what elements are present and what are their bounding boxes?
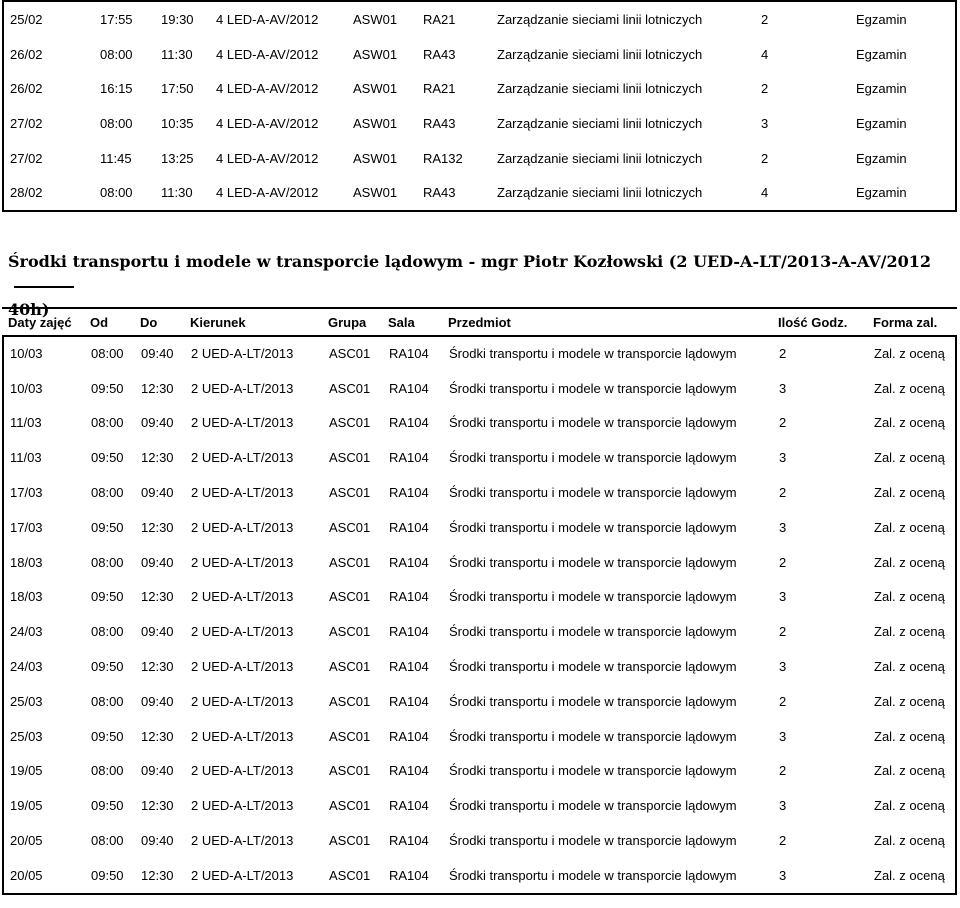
cell-course: 2 UED-A-LT/2013 <box>191 345 294 361</box>
cell-group: ASC01 <box>329 519 371 535</box>
cell-course: 2 UED-A-LT/2013 <box>191 589 294 605</box>
table-row <box>3 649 956 684</box>
cell-room: RA21 <box>423 81 456 97</box>
cell-to: 12:30 <box>141 659 174 675</box>
cell-hours: 3 <box>779 519 787 535</box>
cell-form: Egzamin <box>856 185 907 201</box>
cell-course: 2 UED-A-LT/2013 <box>191 763 294 779</box>
cell-to: 09:40 <box>141 345 174 361</box>
cell-course: 2 UED-A-LT/2013 <box>191 624 294 640</box>
table-row <box>3 545 956 580</box>
section-title-continuation: 40h) <box>8 300 50 319</box>
cell-date: 10/03 <box>10 345 43 361</box>
cell-form: Egzamin <box>856 115 907 131</box>
cell-to: 09:40 <box>141 554 174 570</box>
cell-hours: 4 <box>761 185 769 201</box>
cell-from: 09:50 <box>91 798 124 814</box>
cell-form: Zal. z oceną <box>874 450 945 466</box>
cell-hours: 2 <box>779 833 787 849</box>
cell-hours: 2 <box>761 81 769 97</box>
cell-form: Zal. z oceną <box>874 728 945 744</box>
cell-course: 2 UED-A-LT/2013 <box>191 380 294 396</box>
class-schedule-header <box>2 307 957 337</box>
cell-room: RA104 <box>389 554 429 570</box>
cell-from: 08:00 <box>100 185 133 201</box>
cell-room: RA132 <box>423 150 463 166</box>
cell-form: Zal. z oceną <box>874 659 945 675</box>
cell-subject: Środki transportu i modele w transporcie lądowym <box>449 485 737 501</box>
cell-subject: Zarządzanie sieciami linii lotniczych <box>497 81 703 97</box>
cell-room: RA43 <box>423 46 456 62</box>
cell-date: 26/02 <box>10 46 43 62</box>
cell-group: ASC01 <box>329 763 371 779</box>
cell-hours: 2 <box>779 693 787 709</box>
cell-hours: 2 <box>779 345 787 361</box>
cell-course: 2 UED-A-LT/2013 <box>191 867 294 883</box>
cell-group: ASC01 <box>329 554 371 570</box>
cell-from: 11:45 <box>100 150 132 166</box>
cell-from: 08:00 <box>91 554 124 570</box>
cell-from: 08:00 <box>91 763 124 779</box>
cell-room: RA104 <box>389 624 429 640</box>
cell-group: ASC01 <box>329 798 371 814</box>
cell-subject: Środki transportu i modele w transporcie lądowym <box>449 415 737 431</box>
cell-subject: Środki transportu i modele w transporcie lądowym <box>449 380 737 396</box>
cell-form: Zal. z oceną <box>874 380 945 396</box>
table-row <box>3 71 956 106</box>
cell-room: RA104 <box>389 415 429 431</box>
cell-from: 09:50 <box>91 519 124 535</box>
cell-hours: 2 <box>761 11 769 27</box>
cell-to: 11:30 <box>161 185 193 201</box>
header-date: Daty zajęć <box>8 314 72 330</box>
cell-date: 20/05 <box>10 867 43 883</box>
table-row <box>3 440 956 475</box>
table-row <box>3 684 956 719</box>
cell-group: ASW01 <box>353 115 398 131</box>
cell-form: Zal. z oceną <box>874 624 945 640</box>
cell-date: 26/02 <box>10 81 43 97</box>
cell-form: Egzamin <box>856 46 907 62</box>
header-room: Sala <box>388 314 415 330</box>
cell-group: ASC01 <box>329 345 371 361</box>
cell-course: 2 UED-A-LT/2013 <box>191 693 294 709</box>
cell-course: 2 UED-A-LT/2013 <box>191 554 294 570</box>
cell-from: 17:55 <box>100 11 133 27</box>
cell-group: ASC01 <box>329 450 371 466</box>
table-row <box>3 858 956 894</box>
cell-group: ASW01 <box>353 150 398 166</box>
cell-to: 12:30 <box>141 380 174 396</box>
header-hours: Ilość Godz. <box>778 314 848 330</box>
cell-date: 25/03 <box>10 728 43 744</box>
cell-subject: Środki transportu i modele w transporcie lądowym <box>449 763 737 779</box>
cell-room: RA104 <box>389 659 429 675</box>
cell-date: 19/05 <box>10 763 43 779</box>
cell-subject: Środki transportu i modele w transporcie lądowym <box>449 589 737 605</box>
cell-to: 12:30 <box>141 450 174 466</box>
cell-from: 08:00 <box>91 833 124 849</box>
cell-course: 4 LED-A-AV/2012 <box>216 46 319 62</box>
cell-hours: 2 <box>779 415 787 431</box>
cell-room: RA43 <box>423 115 456 131</box>
cell-from: 08:00 <box>100 46 133 62</box>
cell-subject: Środki transportu i modele w transporcie lądowym <box>449 867 737 883</box>
cell-date: 17/03 <box>10 485 43 501</box>
cell-form: Egzamin <box>856 11 907 27</box>
cell-date: 24/03 <box>10 659 43 675</box>
cell-hours: 3 <box>779 380 787 396</box>
cell-hours: 2 <box>779 554 787 570</box>
table-row <box>3 614 956 649</box>
cell-form: Zal. z oceną <box>874 415 945 431</box>
cell-course: 4 LED-A-AV/2012 <box>216 185 319 201</box>
table-row <box>3 37 956 72</box>
cell-hours: 2 <box>779 624 787 640</box>
cell-to: 13:25 <box>161 150 194 166</box>
cell-date: 18/03 <box>10 554 43 570</box>
cell-date: 19/05 <box>10 798 43 814</box>
cell-room: RA104 <box>389 867 429 883</box>
cell-hours: 3 <box>761 115 769 131</box>
cell-from: 09:50 <box>91 728 124 744</box>
cell-subject: Środki transportu i modele w transporcie lądowym <box>449 728 737 744</box>
cell-form: Zal. z oceną <box>874 693 945 709</box>
cell-group: ASC01 <box>329 833 371 849</box>
cell-date: 24/03 <box>10 624 43 640</box>
cell-subject: Środki transportu i modele w transporcie lądowym <box>449 624 737 640</box>
table-row <box>3 788 956 823</box>
cell-from: 09:50 <box>91 659 124 675</box>
cell-subject: Środki transportu i modele w transporcie lądowym <box>449 833 737 849</box>
cell-to: 09:40 <box>141 763 174 779</box>
cell-from: 09:50 <box>91 867 124 883</box>
cell-group: ASW01 <box>353 46 398 62</box>
cell-group: ASC01 <box>329 728 371 744</box>
cell-room: RA104 <box>389 519 429 535</box>
cell-date: 11/03 <box>10 450 42 466</box>
cell-course: 2 UED-A-LT/2013 <box>191 798 294 814</box>
cell-course: 2 UED-A-LT/2013 <box>191 659 294 675</box>
cell-course: 2 UED-A-LT/2013 <box>191 833 294 849</box>
cell-room: RA104 <box>389 345 429 361</box>
cell-hours: 3 <box>779 659 787 675</box>
cell-subject: Środki transportu i modele w transporcie lądowym <box>449 519 737 535</box>
cell-subject: Środki transportu i modele w transporcie lądowym <box>449 450 737 466</box>
cell-subject: Zarządzanie sieciami linii lotniczych <box>497 46 703 62</box>
cell-subject: Zarządzanie sieciami linii lotniczych <box>497 185 703 201</box>
cell-course: 4 LED-A-AV/2012 <box>216 150 319 166</box>
cell-subject: Zarządzanie sieciami linii lotniczych <box>497 115 703 131</box>
table-row <box>3 580 956 615</box>
cell-to: 09:40 <box>141 624 174 640</box>
cell-group: ASW01 <box>353 11 398 27</box>
cell-course: 4 LED-A-AV/2012 <box>216 81 319 97</box>
cell-room: RA104 <box>389 380 429 396</box>
cell-room: RA104 <box>389 693 429 709</box>
header-to: Do <box>140 314 158 330</box>
cell-subject: Środki transportu i modele w transporcie lądowym <box>449 659 737 675</box>
cell-course: 2 UED-A-LT/2013 <box>191 415 294 431</box>
cell-date: 27/02 <box>10 115 43 131</box>
cell-group: ASC01 <box>329 380 371 396</box>
cell-date: 25/02 <box>10 11 43 27</box>
cell-course: 2 UED-A-LT/2013 <box>191 485 294 501</box>
table-row <box>3 823 956 858</box>
cell-hours: 2 <box>779 763 787 779</box>
cell-from: 09:50 <box>91 450 124 466</box>
table-row <box>3 406 956 441</box>
cell-from: 09:50 <box>91 380 124 396</box>
cell-date: 28/02 <box>10 185 43 201</box>
cell-subject: Środki transportu i modele w transporcie lądowym <box>449 693 737 709</box>
cell-group: ASC01 <box>329 485 371 501</box>
cell-hours: 3 <box>779 450 787 466</box>
cell-form: Zal. z oceną <box>874 589 945 605</box>
cell-date: 11/03 <box>10 415 42 431</box>
cell-from: 09:50 <box>91 589 124 605</box>
cell-form: Zal. z oceną <box>874 867 945 883</box>
cell-from: 08:00 <box>91 693 124 709</box>
header-course: Kierunek <box>190 314 246 330</box>
table-row <box>3 141 956 176</box>
cell-to: 12:30 <box>141 589 174 605</box>
cell-to: 19:30 <box>161 11 194 27</box>
cell-date: 10/03 <box>10 380 43 396</box>
header-form: Forma zal. <box>873 314 938 330</box>
cell-from: 08:00 <box>91 485 124 501</box>
cell-hours: 3 <box>779 798 787 814</box>
title-dash <box>14 286 74 288</box>
cell-form: Zal. z oceną <box>874 519 945 535</box>
table-row <box>3 719 956 754</box>
cell-course: 2 UED-A-LT/2013 <box>191 728 294 744</box>
cell-form: Zal. z oceną <box>874 485 945 501</box>
header-subject: Przedmiot <box>448 314 511 330</box>
cell-room: RA21 <box>423 11 456 27</box>
cell-subject: Środki transportu i modele w transporcie lądowym <box>449 554 737 570</box>
cell-date: 20/05 <box>10 833 43 849</box>
cell-date: 27/02 <box>10 150 43 166</box>
cell-date: 17/03 <box>10 519 43 535</box>
header-group: Grupa <box>328 314 367 330</box>
cell-form: Zal. z oceną <box>874 833 945 849</box>
cell-room: RA104 <box>389 833 429 849</box>
exam-schedule-table <box>2 0 957 212</box>
cell-group: ASC01 <box>329 415 371 431</box>
cell-group: ASW01 <box>353 81 398 97</box>
cell-from: 08:00 <box>100 115 133 131</box>
cell-to: 11:30 <box>161 46 193 62</box>
table-row <box>3 754 956 789</box>
table-row <box>3 475 956 510</box>
cell-hours: 3 <box>779 589 787 605</box>
cell-hours: 3 <box>779 867 787 883</box>
cell-to: 12:30 <box>141 867 174 883</box>
cell-room: RA104 <box>389 589 429 605</box>
header-from: Od <box>90 314 109 330</box>
cell-date: 18/03 <box>10 589 43 605</box>
table-row <box>3 106 956 141</box>
table-row <box>3 1 956 37</box>
cell-group: ASC01 <box>329 659 371 675</box>
cell-to: 10:35 <box>161 115 194 131</box>
cell-form: Zal. z oceną <box>874 345 945 361</box>
cell-to: 09:40 <box>141 415 174 431</box>
class-schedule-table <box>2 336 957 895</box>
cell-from: 08:00 <box>91 415 124 431</box>
cell-form: Zal. z oceną <box>874 763 945 779</box>
cell-subject: Zarządzanie sieciami linii lotniczych <box>497 150 703 166</box>
cell-hours: 3 <box>779 728 787 744</box>
cell-group: ASC01 <box>329 589 371 605</box>
cell-subject: Zarządzanie sieciami linii lotniczych <box>497 11 703 27</box>
cell-form: Zal. z oceną <box>874 798 945 814</box>
table-row <box>3 371 956 406</box>
cell-subject: Środki transportu i modele w transporcie lądowym <box>449 798 737 814</box>
cell-form: Egzamin <box>856 81 907 97</box>
cell-course: 2 UED-A-LT/2013 <box>191 450 294 466</box>
cell-course: 2 UED-A-LT/2013 <box>191 519 294 535</box>
cell-to: 12:30 <box>141 798 174 814</box>
cell-to: 12:30 <box>141 728 174 744</box>
cell-room: RA104 <box>389 485 429 501</box>
section-title-text: Środki transportu i modele w transporcie lądowym - mgr Piotr Kozłowski (2 UED-A-LT/2013-A-AV/2012 <box>8 252 932 271</box>
cell-group: ASC01 <box>329 624 371 640</box>
cell-to: 09:40 <box>141 833 174 849</box>
cell-group: ASC01 <box>329 867 371 883</box>
cell-form: Egzamin <box>856 150 907 166</box>
cell-room: RA104 <box>389 728 429 744</box>
cell-room: RA104 <box>389 763 429 779</box>
cell-subject: Środki transportu i modele w transporcie lądowym <box>449 345 737 361</box>
cell-group: ASW01 <box>353 185 398 201</box>
cell-from: 16:15 <box>100 81 133 97</box>
cell-group: ASC01 <box>329 693 371 709</box>
table-row <box>3 510 956 545</box>
cell-to: 17:50 <box>161 81 194 97</box>
cell-course: 4 LED-A-AV/2012 <box>216 115 319 131</box>
cell-date: 25/03 <box>10 693 43 709</box>
cell-hours: 2 <box>761 150 769 166</box>
header-row <box>2 308 957 336</box>
cell-to: 09:40 <box>141 485 174 501</box>
cell-to: 12:30 <box>141 519 174 535</box>
cell-to: 09:40 <box>141 693 174 709</box>
table-row <box>3 175 956 211</box>
cell-hours: 2 <box>779 485 787 501</box>
cell-from: 08:00 <box>91 624 124 640</box>
cell-room: RA104 <box>389 450 429 466</box>
table-row <box>3 336 956 371</box>
cell-course: 4 LED-A-AV/2012 <box>216 11 319 27</box>
cell-from: 08:00 <box>91 345 124 361</box>
cell-form: Zal. z oceną <box>874 554 945 570</box>
cell-room: RA104 <box>389 798 429 814</box>
cell-room: RA43 <box>423 185 456 201</box>
cell-hours: 4 <box>761 46 769 62</box>
